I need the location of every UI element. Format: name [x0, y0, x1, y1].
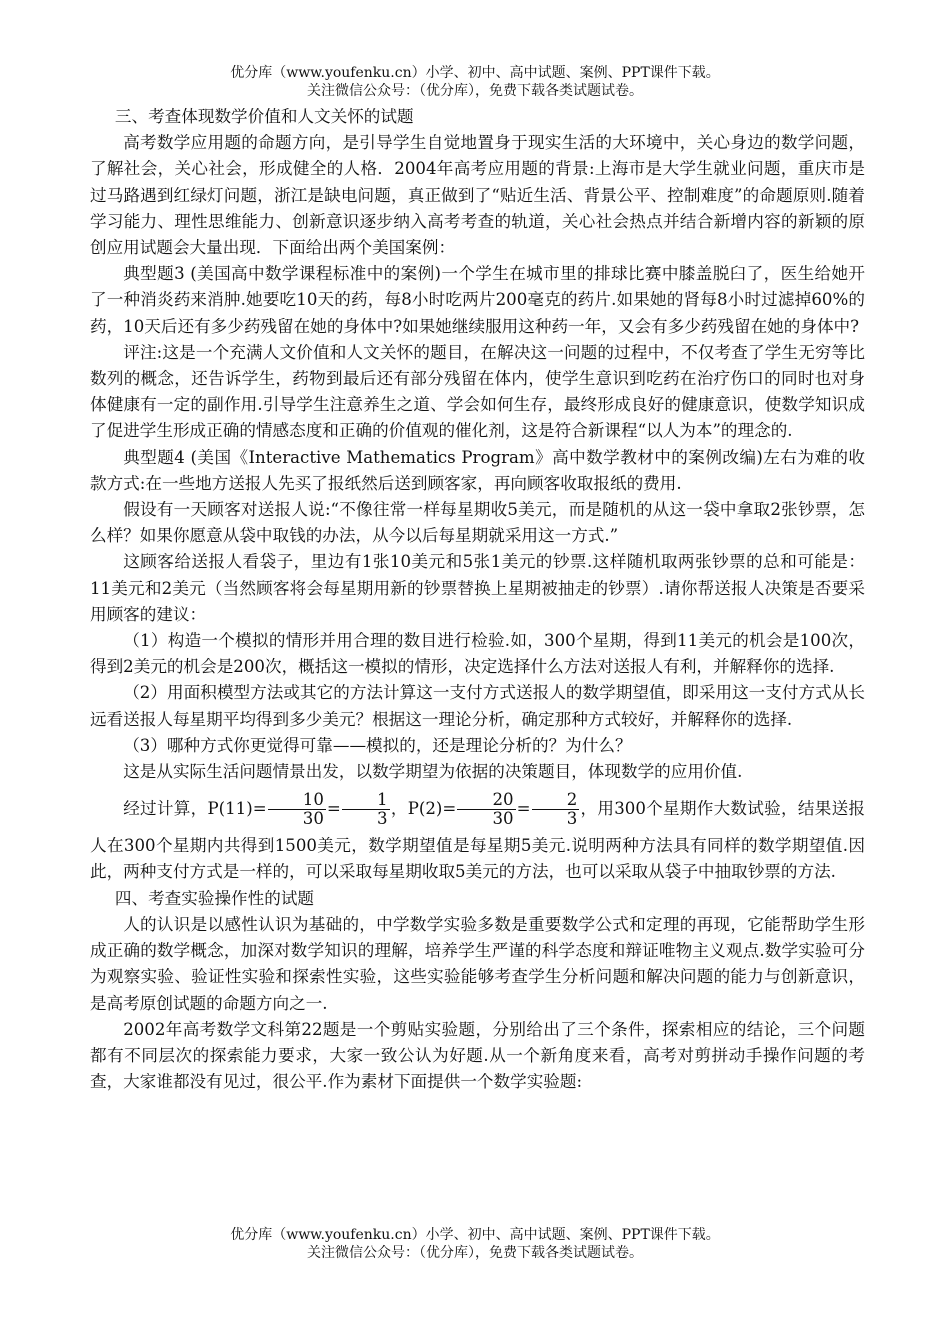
paragraph-assumption: 假设有一天顾客对送报人说:“不像往常一样每星期收5美元，而是随机的从这一袋中拿取2张钞票，怎么样？如果你愿意从袋中取钱的办法，从今以后每星期就采用这一方式.”: [90, 500, 865, 546]
paragraph-question-2: （2）用面积模型方法或其它的方法计算这一支付方式送报人的数学期望值，即采用这一支付方式从长远看送报人每星期平均得到多少美元？根据这一理论分析，确定那种方式较好，并解释你的选择.: [90, 683, 865, 729]
fraction-numerator: 10: [268, 791, 326, 810]
paragraph-question-3: （3）哪种方式你更觉得可靠——模拟的，还是理论分析的？为什么？: [123, 735, 632, 755]
equals-sign: =: [516, 799, 531, 819]
paragraph-note: 这是从实际生活问题情景出发，以数学期望为依据的决策题目，体现数学的应用价值.: [123, 762, 743, 782]
fraction-10-30: [268, 791, 326, 828]
paragraph-bag: 这顾客给送报人看袋子，里边有1张10美元和5张1美元的钞票.这样随机取两张钞票的总和可能是：11美元和2美元（当然顾客将会每星期用新的钞票替换上星期被抽走的钞票）.请你帮送报人决策是否要采用顾客的建议：: [90, 552, 865, 624]
fraction-20-30: [457, 791, 515, 828]
header-line-1: 优分库（www.youfenku.cn）小学、初中、高中试题、案例、PPT课件下载。: [230, 65, 720, 81]
fraction-1-3: [342, 791, 390, 828]
fraction-numerator: 1: [342, 791, 390, 810]
footer-line-2: 关注微信公众号：（优分库），免费下载各类试题试卷。: [307, 1245, 643, 1261]
calc-text-c: ，用300个星期作大数试验，结果送报人在300个星期内共得到1500美元，数学期望值是每星期5美元.说明两种方法具有同样的数学期望值.因此，两种支付方式是一样的，可以采取每星期收取5美元的方法，也可以采取从袋子中抽取钞票的方法.: [90, 799, 866, 882]
page-header: [0, 64, 950, 100]
fraction-numerator: 2: [532, 791, 580, 810]
paragraph-2002-question: 2002年高考数学文科第22题是一个剪贴实验题，分别给出了三个条件，探索相应的结论，三个问题都有不同层次的探索能力要求，大家一致公认为好题.从一个新角度来看，高考对剪拼动手操作问题的考查，大家谁都没有见过，很公平.作为素材下面提供一个数学实验题:: [90, 1019, 865, 1092]
fraction-denominator: 30: [492, 809, 514, 829]
fraction-numerator: 20: [457, 791, 515, 810]
fraction-denominator: 3: [566, 809, 578, 829]
paragraph-comment: 评注:这是一个充满人文价值和人文关怀的题目，在解决这一问题的过程中，不仅考查了学生无穷等比数列的概念，还告诉学生，药物到最后还有部分残留在体内，使学生意识到吃药在治疗伤口的同时也对身体健康有一定的副作用.引导学生注意养生之道、学会如何生存，最终形成良好的健康意识，使数学知识成了促进学生形成正确的情感态度和正确的价值观的催化剂，这是符合新课程“以人为本”的理念的.: [90, 342, 865, 441]
fraction-2-3: [532, 791, 580, 828]
footer-line-1: 优分库（www.youfenku.cn）小学、初中、高中试题、案例、PPT课件下载。: [230, 1227, 720, 1243]
paragraph-intro: 高考数学应用题的命题方向，是引导学生自觉地置身于现实生活的大环境中，关心身边的数学问题，了解社会，关心社会，形成健全的人格．2004年高考应用题的背景:上海市是大学生就业问题，重庆市是过马路遇到红绿灯问题，浙江是缺电问题，真正做到了“贴近生活、背景公平、控制难度”的命题原则.随着学习能力、理性思维能力、创新意识逐步纳入高考考查的轨道，关心社会热点并结合新增内容的新颖的原创应用试题会大量出现．下面给出两个美国案例：: [90, 133, 865, 258]
section-heading-3: 三、考查体现数学价值和人文关怀的试题: [114, 107, 414, 126]
paragraph-example-4: 典型题4 (美国《Interactive Mathematics Program》高中数学教材中的案例改编)左右为难的收款方式:在一些地方送报人先买了报纸然后送到顾客家，再向顾客收取报纸的费用.: [90, 447, 865, 493]
paragraph-calculation: [90, 785, 865, 885]
paragraph-question-1: （1）构造一个模拟的情形并用合理的数目进行检验.如，300个星期，得到11美元的机会是100次，得到2美元的机会是200次，概括这一模拟的情形，决定选择什么方法对送报人有利，并解释你的选择.: [90, 631, 865, 677]
document-body: [90, 104, 865, 1095]
calc-text-b: ，P(2)=: [390, 799, 457, 819]
header-line-2: 关注微信公众号：（优分库），免费下载各类试题试卷。: [307, 83, 643, 99]
fraction-denominator: 30: [302, 809, 324, 829]
paragraph-experiment: 人的认识是以感性认识为基础的，中学数学实验多数是重要数学公式和定理的再现，它能帮助学生形成正确的数学概念，加深对数学知识的理解，培养学生严谨的科学态度和辩证唯物主义观点.数学实验可分为观察实验、验证性实验和探索性实验，这些实验能够考查学生分析问题和解决问题的能力与创新意识，是高考原创试题的命题方向之一.: [90, 914, 865, 1013]
fraction-denominator: 3: [377, 809, 388, 829]
equals-sign: =: [326, 799, 341, 819]
paragraph-example-3: 典型题3 (美国高中数学课程标准中的案例)一个学生在城市里的排球比赛中膝盖脱臼了，医生给她开了一种消炎药来消肿.她要吃10天的药，每8小时吃两片200毫克的药片.如果她的肾每8小时过滤掉60%的药，10天后还有多少药残留在她的身体中?如果她继续服用这种药一年，又会有多少药残留在她的身体中?: [90, 264, 865, 336]
calc-text-a: 经过计算，P(11)=: [123, 799, 267, 819]
page-footer: [0, 1226, 950, 1262]
section-heading-4: 四、考查实验操作性的试题: [114, 888, 315, 908]
